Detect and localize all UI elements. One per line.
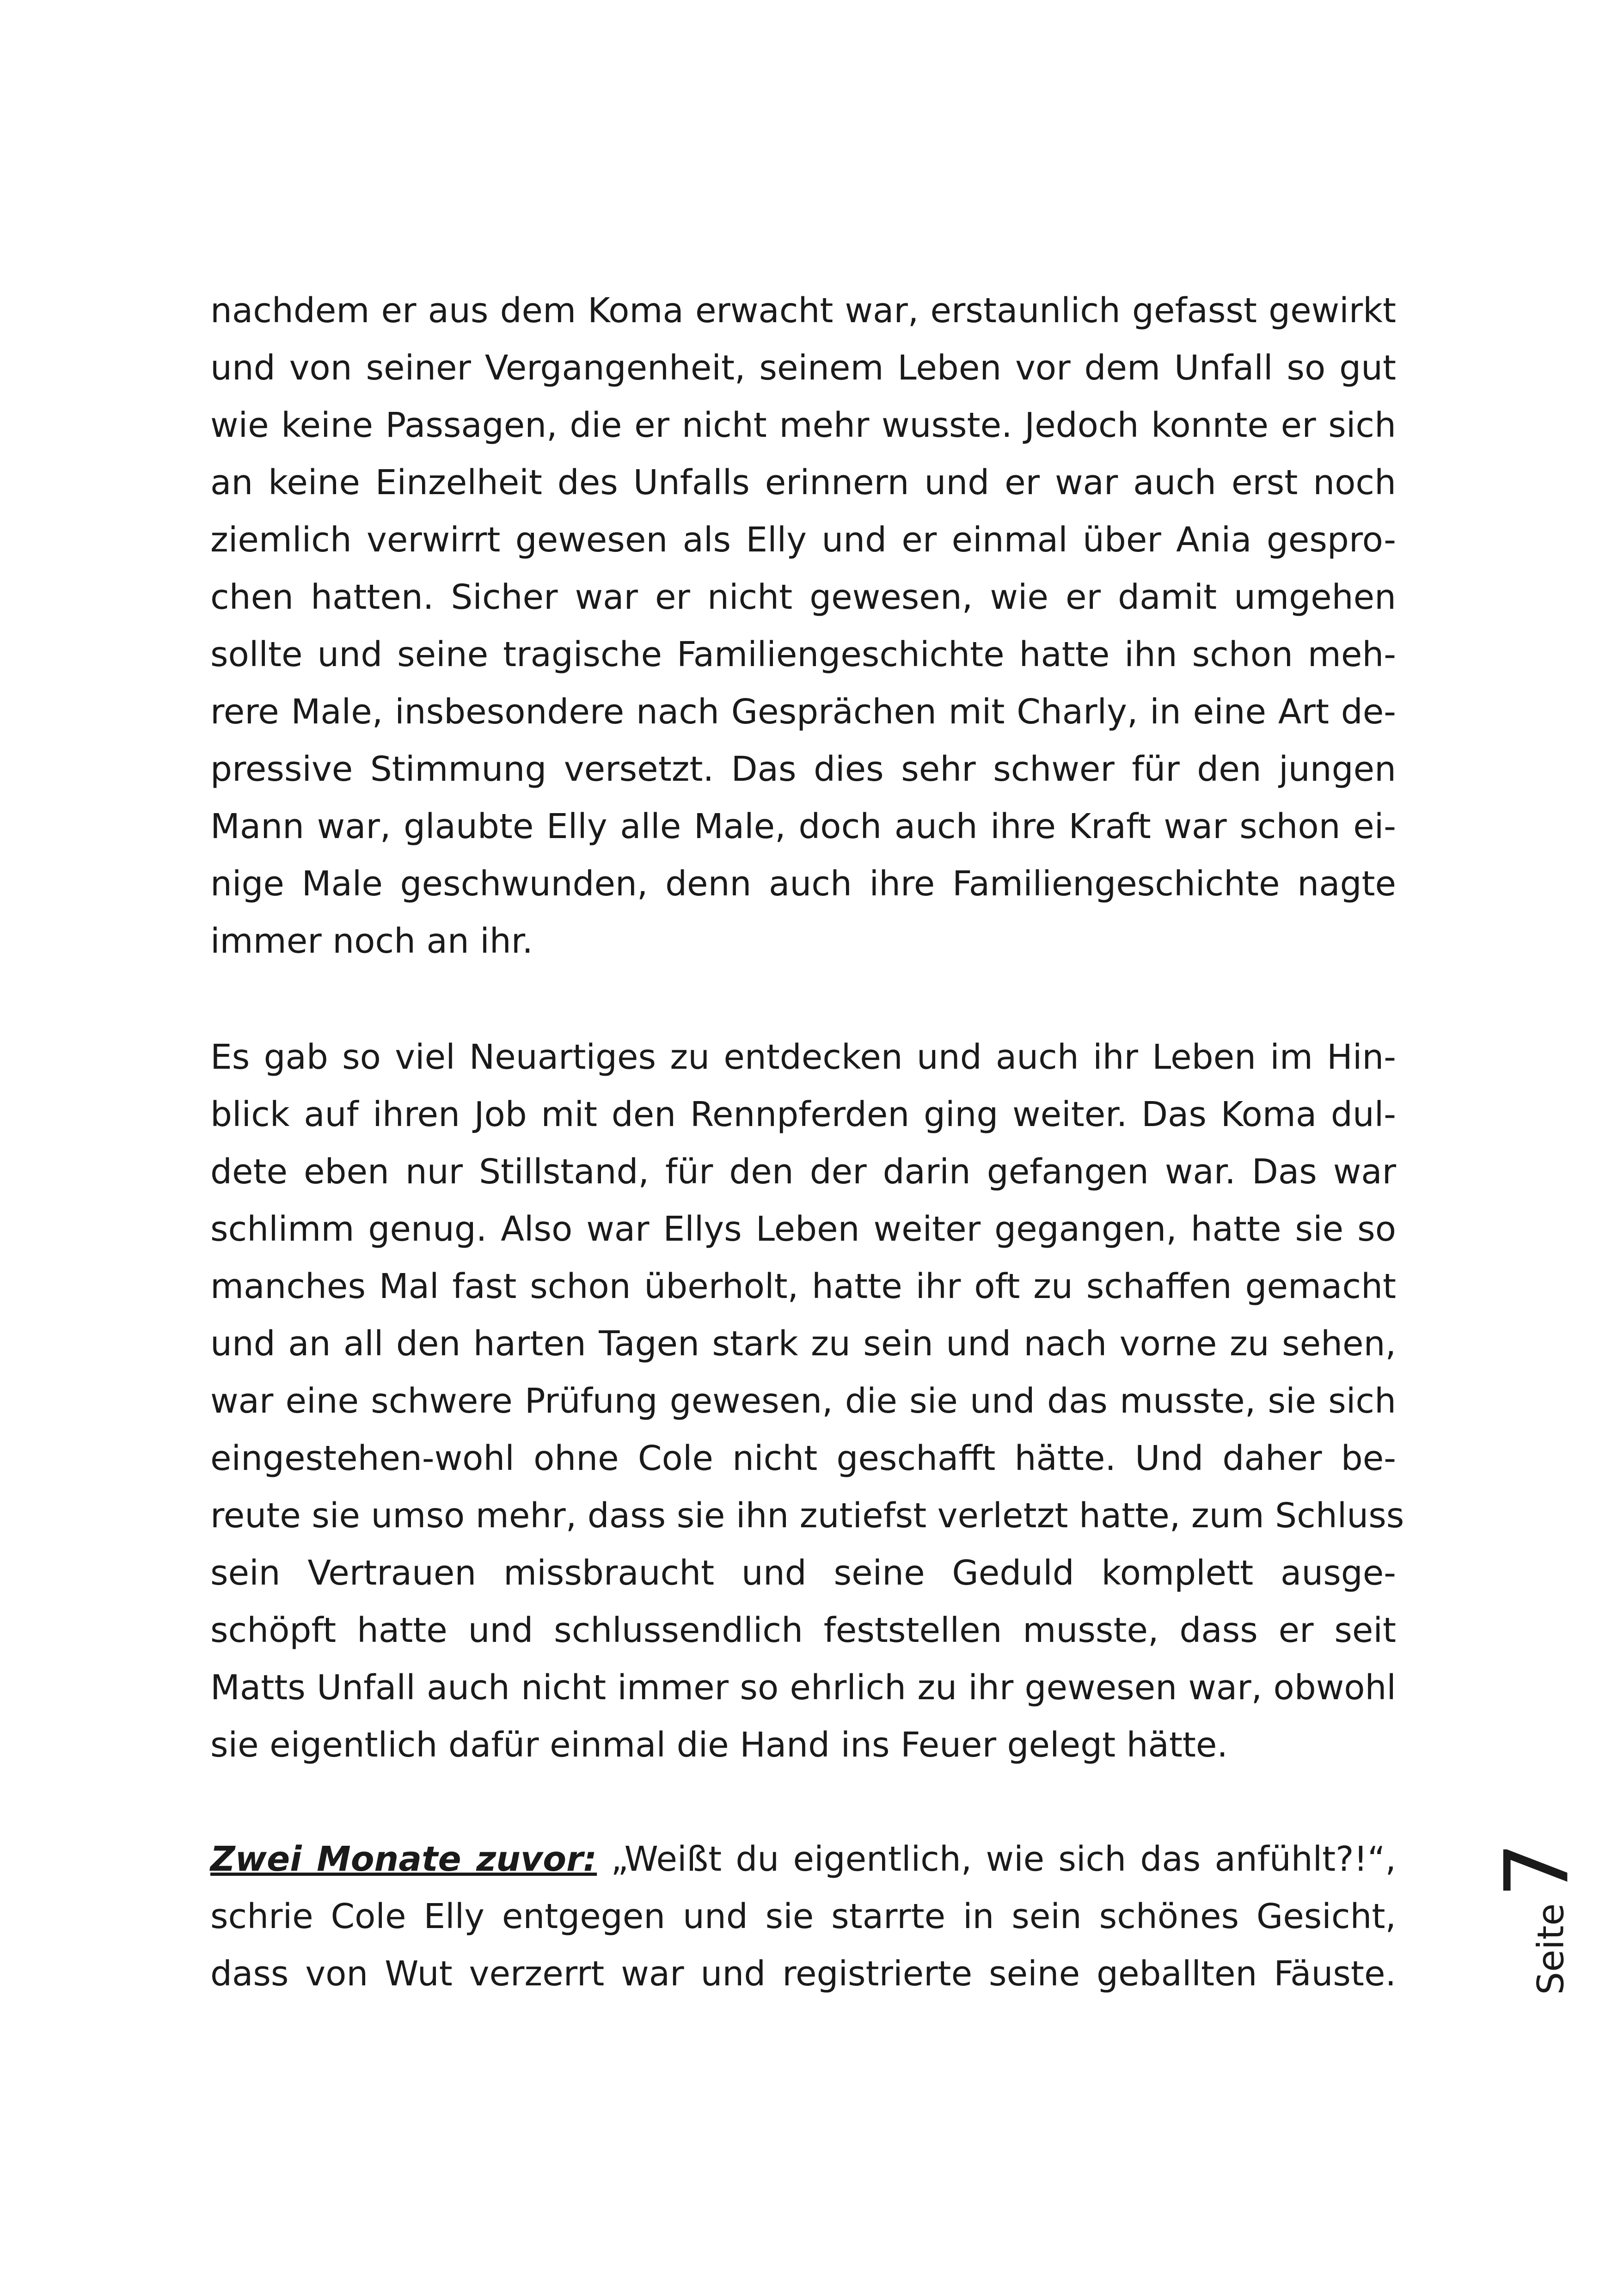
text-line: ziemlich verwirrt gewesen als Elly und er einmal über Ania gespro-: [210, 520, 1396, 560]
page-label: Seite: [1530, 1903, 1572, 1995]
text-line: dass von Wut verzerrt war und registrierte seine geballten Fäuste.: [210, 1954, 1396, 1994]
text-line: chen hatten. Sicher war er nicht gewesen, wie er damit umgehen: [210, 577, 1396, 617]
text-line: schöpft hatte und schlussendlich feststellen musste, dass er seit: [210, 1610, 1396, 1650]
text-line: Matts Unfall auch nicht immer so ehrlich zu ihr gewesen war, obwohl: [210, 1668, 1396, 1708]
text-line: wie keine Passagen, die er nicht mehr wusste. Jedoch konnte er sich: [210, 405, 1396, 445]
text-line: schlimm genug. Also war Ellys Leben weiter gegangen, hatte sie so: [210, 1209, 1396, 1249]
text-line-rest: „Weißt du eigentlich, wie sich das anfühlt?!“,: [597, 1839, 1396, 1879]
text-line: pressive Stimmung versetzt. Das dies sehr schwer für den jungen: [210, 749, 1396, 789]
page-number-marker: [1461, 1842, 1588, 1995]
page-number: 7: [1486, 1842, 1588, 1898]
paragraph-1: [210, 282, 1396, 970]
page-number-rotated: [1486, 1842, 1588, 1995]
text-line: dete eben nur Stillstand, für den der darin gefangen war. Das war: [210, 1152, 1396, 1192]
text-line-with-intro: [210, 1831, 1396, 1888]
text-line: sollte und seine tragische Familiengeschichte hatte ihn schon meh-: [210, 635, 1396, 674]
text-line: rere Male, insbesondere nach Gesprächen mit Charly, in eine Art de-: [210, 692, 1396, 732]
text-line: reute sie umso mehr, dass sie ihn zutiefst verletzt hatte, zum Schluss: [210, 1496, 1404, 1536]
paragraph-3: [210, 1831, 1396, 2002]
text-line: blick auf ihren Job mit den Rennpferden ging weiter. Das Koma dul-: [210, 1095, 1396, 1134]
text-line: schrie Cole Elly entgegen und sie starrte in sein schönes Gesicht,: [210, 1897, 1396, 1936]
paragraph-2: [210, 1029, 1404, 1774]
text-line: nachdem er aus dem Koma erwacht war, erstaunlich gefasst gewirkt: [210, 291, 1396, 331]
text-line: manches Mal fast schon überholt, hatte ihr oft zu schaffen gemacht: [210, 1267, 1396, 1306]
text-line: nige Male geschwunden, denn auch ihre Familiengeschichte nagte: [210, 864, 1396, 904]
text-line: war eine schwere Prüfung gewesen, die sie und das musste, sie sich: [210, 1381, 1396, 1421]
text-line: sein Vertrauen missbraucht und seine Geduld komplett ausge-: [210, 1553, 1396, 1593]
text-line: eingestehen-wohl ohne Cole nicht geschafft hätte. Und daher be-: [210, 1439, 1396, 1478]
section-intro-label: Zwei Monate zuvor:: [210, 1839, 597, 1879]
text-line: Es gab so viel Neuartiges zu entdecken und auch ihr Leben im Hin-: [210, 1037, 1396, 1077]
text-line: und von seiner Vergangenheit, seinem Leben vor dem Unfall so gut: [210, 348, 1396, 388]
text-line: sie eigentlich dafür einmal die Hand ins Feuer gelegt hätte.: [210, 1725, 1228, 1765]
text-line: Mann war, glaubte Elly alle Male, doch auch ihre Kraft war schon ei-: [210, 807, 1396, 846]
text-line: an keine Einzelheit des Unfalls erinnern und er war auch erst noch: [210, 463, 1396, 502]
text-line: und an all den harten Tagen stark zu sein und nach vorne zu sehen,: [210, 1324, 1396, 1364]
text-line: immer noch an ihr.: [210, 921, 533, 961]
